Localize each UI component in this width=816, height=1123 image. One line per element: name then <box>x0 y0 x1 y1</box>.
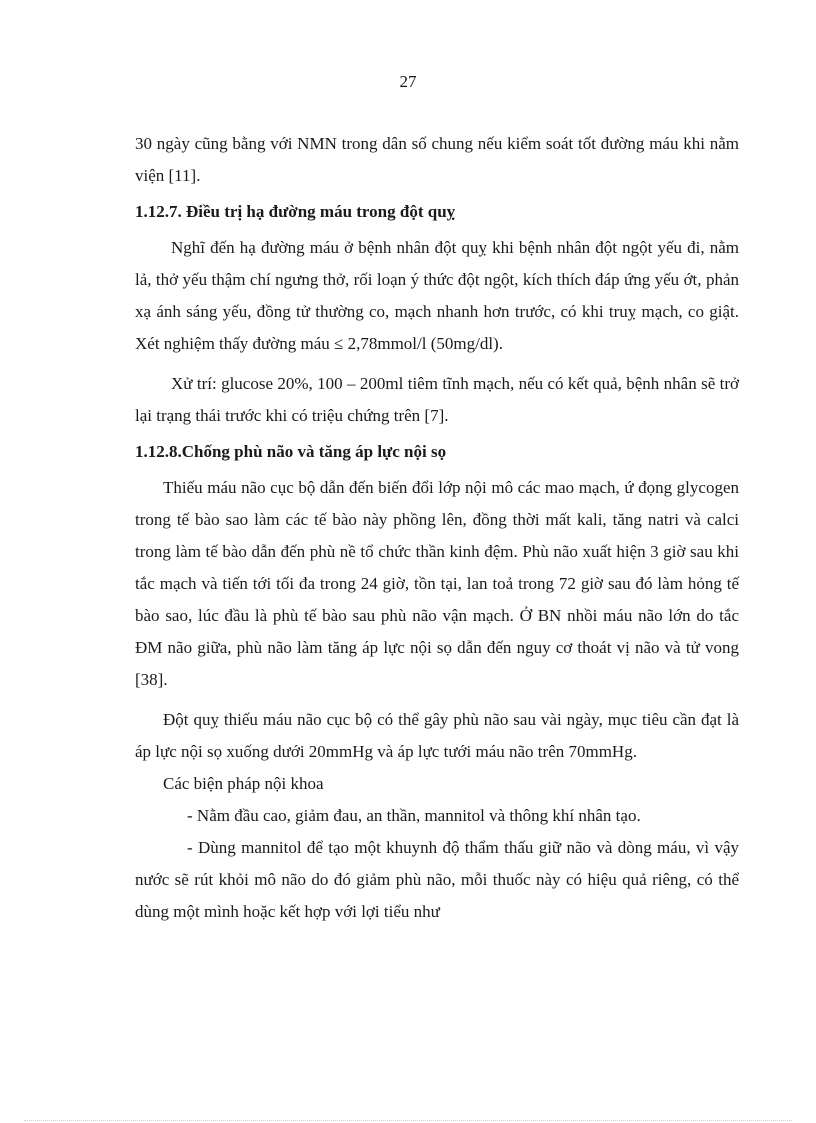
paragraph-hypoglycemia-treatment: Xử trí: glucose 20%, 100 – 200ml tiêm tĩnh mạch, nếu có kết quả, bệnh nhân sẽ trở lại trạng thái trước khi có triệu chứng trên [7]. <box>135 374 739 425</box>
paragraph-edema-mechanism: Thiếu máu não cục bộ dẫn đến biến đổi lớp nội mô các mao mạch, ứ đọng glycogen trong tế bào sao làm các tế bào này phồng lên, đồng thời mất kali, tăng natri và calci trong làm tế bào dẫn đến phù nề tổ chức thần kinh đệm. Phù não xuất hiện 3 giờ sau khi tắc mạch và tiến tới tối đa trong 24 giờ, tồn tại, lan toả trong 72 giờ sau đó làm hỏng tế bào sao, lúc đầu là phù tế bào sau phù não vận mạch. Ở BN nhồi máu não lớn do tắc ĐM não giữa, phù não làm tăng áp lực nội sọ dẫn đến nguy cơ thoát vị não và tử vong [38]. <box>135 478 739 689</box>
paragraph-edema-goals: Đột quỵ thiếu máu não cục bộ có thể gây phù não sau vài ngày, mục tiêu cần đạt là áp lực nội sọ xuống dưới 20mmHg và áp lực tưới máu não trên 70mmHg. <box>135 710 739 761</box>
section-heading-1-12-8: 1.12.8.Chống phù não và tăng áp lực nội sọ <box>135 442 447 461</box>
page-body <box>135 128 739 928</box>
list-item-positioning: - Nằm đầu cao, giảm đau, an thần, mannitol và thông khí nhân tạo. <box>187 806 641 825</box>
page-number: 27 <box>399 72 417 91</box>
page-bottom-divider <box>24 1120 792 1121</box>
paragraph-medical-measures: Các biện pháp nội khoa <box>163 774 324 793</box>
paragraph-intro: 30 ngày cũng bằng với NMN trong dân số chung nếu kiểm soát tốt đường máu khi nằm viện [11]. <box>135 134 739 185</box>
section-heading-1-12-7: 1.12.7. Điều trị hạ đường máu trong đột quỵ <box>135 202 456 221</box>
list-item-mannitol: - Dùng mannitol để tạo một khuynh độ thẩm thấu giữ não và dòng máu, vì vậy nước sẽ rút khỏi mô não do đó giảm phù não, mỗi thuốc này có hiệu quả riêng, có thể dùng một mình hoặc kết hợp với lợi tiểu như <box>135 838 739 921</box>
paragraph-hypoglycemia-signs: Nghĩ đến hạ đường máu ở bệnh nhân đột quỵ khi bệnh nhân đột ngột yếu đi, nằm lả, thở yếu thậm chí ngưng thở, rối loạn ý thức đột ngột, kích thích đáp ứng yếu ớt, phản xạ ánh sáng yếu, đồng tử thường co, mạch nhanh hơn trước, có khi truỵ mạch, co giật. Xét nghiệm thấy đường máu ≤ 2,78mmol/l (50mg/dl). <box>135 238 739 353</box>
